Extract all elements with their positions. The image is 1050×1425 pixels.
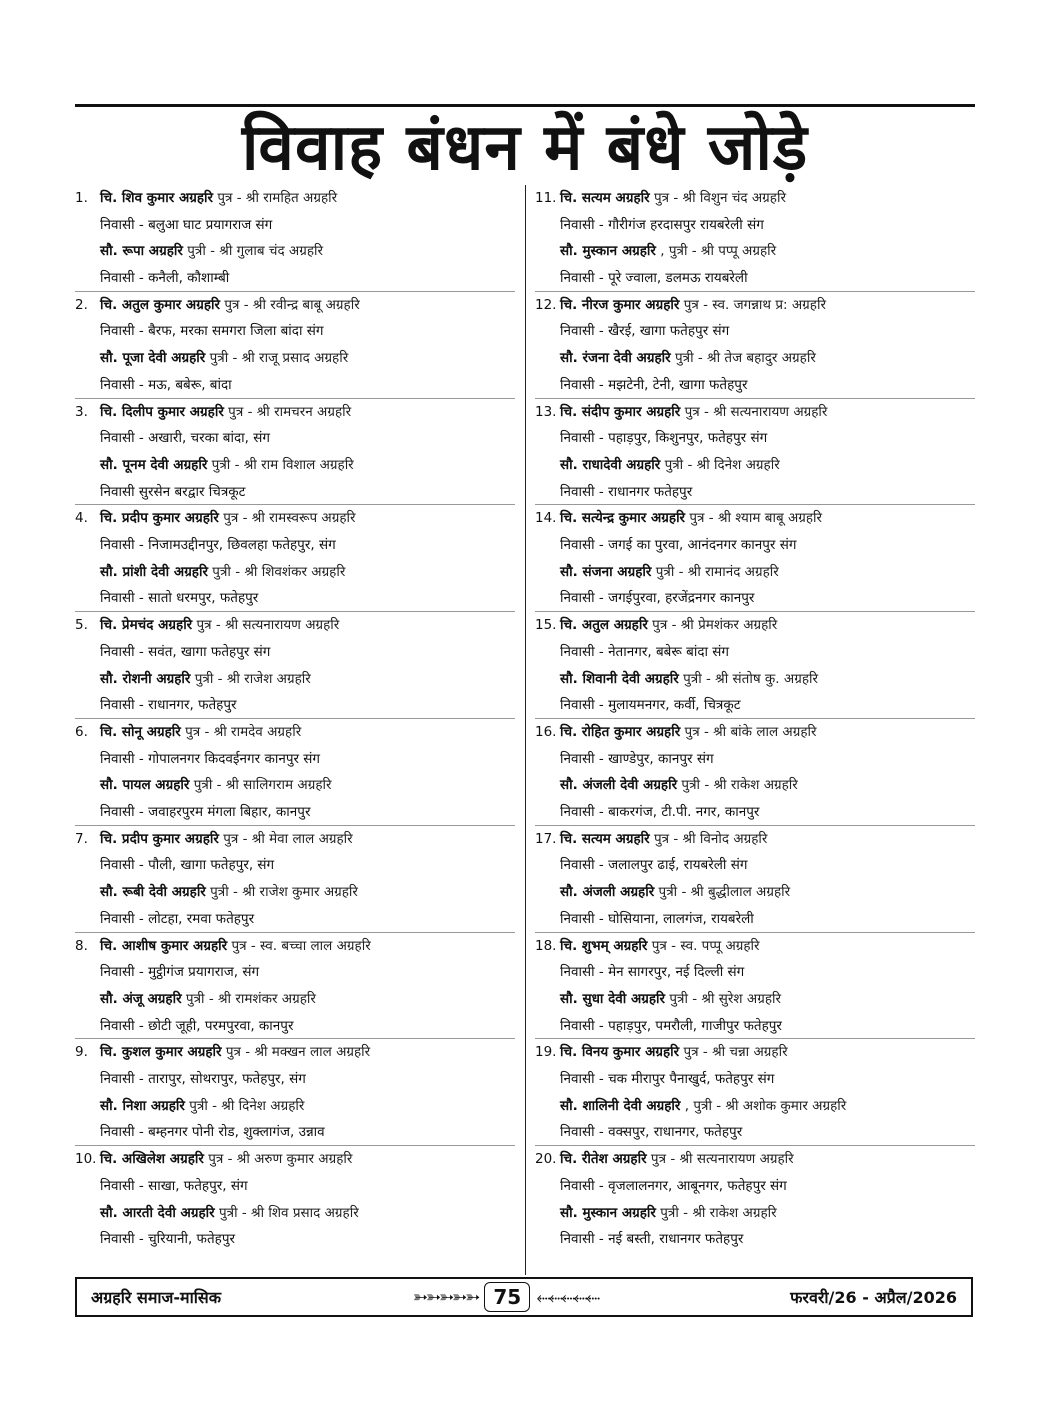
marriage-entry	[535, 612, 975, 719]
bride-line	[535, 666, 975, 693]
groom-line	[75, 612, 515, 639]
bride-parent: पुत्री - श्री दिनेश अग्रहरि	[664, 456, 780, 473]
marriage-entry	[75, 505, 515, 612]
bride-name: सौ. पूजा देवी अग्रहरि	[100, 350, 206, 367]
bride-line	[75, 772, 515, 799]
groom-line	[75, 292, 515, 319]
marriage-entry	[75, 292, 515, 399]
groom-name: चि. सत्यम अग्रहरि	[560, 190, 650, 206]
groom-parent: पुत्र - श्री रामस्वरूप अग्रहरि	[223, 510, 356, 527]
groom-residence: निवासी - तारापुर, सोथरापुर, फतेहपुर, संग	[100, 1071, 306, 1088]
groom-line	[75, 719, 515, 746]
groom-name: चि. प्रदीप कुमार अग्रहरि	[100, 830, 219, 847]
groom-name: चि. शिव कुमार अग्रहरि	[100, 190, 214, 206]
marriage-entry	[75, 719, 515, 826]
marriage-entry	[75, 185, 515, 292]
groom-name: चि. अतुल अग्रहरि	[560, 617, 648, 634]
bride-name: सौ. अंजली अग्रहरि	[560, 884, 655, 901]
groom-name: चि. प्रदीप कुमार अग्रहरि	[100, 510, 219, 527]
bride-residence: निवासी - जगईपुरवा, हरजेंद्रनगर कानपुर	[560, 590, 755, 607]
bride-name: सौ. मुस्कान अग्रहरि	[560, 1204, 656, 1221]
groom-parent: पुत्र - श्री विशुन चंद अग्रहरि	[653, 190, 786, 206]
bride-name: सौ. रंजना देवी अग्रहरि	[560, 350, 671, 367]
groom-name: चि. सत्यम अग्रहरि	[560, 830, 650, 847]
groom-residence: निवासी - बैरफ, मरका समगरा जिला बांदा संग	[100, 323, 324, 340]
bride-residence: निवासी - चुरियानी, फतेहपुर	[100, 1231, 236, 1248]
bride-residence: निवासी - जवाहरपुरम मंगला बिहार, कानपुर	[100, 804, 311, 821]
entry-number: 10.	[75, 1151, 97, 1168]
bride-residence: निवासी - वक्सपुर, राधानगर, फतेहपुर	[560, 1124, 743, 1141]
bride-name: सौ. प्रांशी देवी अग्रहरि	[100, 563, 208, 580]
groom-residence: निवासी - जगई का पुरवा, आनंदनगर कानपुर संग	[560, 537, 797, 554]
bride-line	[75, 559, 515, 586]
bride-parent: पुत्री - श्री बुद्धीलाल अग्रहरि	[658, 884, 791, 901]
entry-number: 19.	[535, 1044, 557, 1061]
bride-parent: पुत्री - श्री राजू प्रसाद अग्रहरि	[209, 350, 349, 367]
bride-line	[75, 666, 515, 693]
groom-line	[535, 505, 975, 532]
bride-residence: निवासी सुरसेन बरद्वार चित्रकूट	[100, 483, 246, 500]
marriage-entry	[75, 826, 515, 933]
bride-line	[75, 986, 515, 1013]
bride-residence: निवासी - पहाड़पुर, पमरौली, गाजीपुर फतेहपुर	[560, 1017, 782, 1034]
groom-residence: निवासी - गौरीगंज हरदासपुर रायबरेली संग	[560, 216, 764, 233]
marriage-entry	[535, 185, 975, 292]
bride-line	[75, 1200, 515, 1227]
marriage-entry	[535, 505, 975, 612]
groom-residence: निवासी - गोपालनगर किदवईनगर कानपुर संग	[100, 750, 321, 767]
marriage-entry	[75, 399, 515, 506]
entry-number: 6.	[75, 723, 88, 740]
bride-line	[535, 559, 975, 586]
groom-line	[535, 612, 975, 639]
marriage-entry	[75, 612, 515, 719]
bride-residence: निवासी - छोटी जूही, परमपुरवा, कानपुर	[100, 1017, 294, 1034]
entry-number: 2.	[75, 296, 88, 313]
entry-number: 3.	[75, 403, 88, 420]
bride-parent: पुत्री - श्री राजेश कुमार अग्रहरि	[210, 884, 358, 901]
bride-parent: पुत्री - श्री रामानंद अग्रहरि	[655, 563, 779, 580]
bride-line	[75, 1093, 515, 1120]
groom-line	[535, 826, 975, 853]
bride-residence: निवासी - मझटेनी, टेनी, खागा फतेहपुर	[560, 376, 748, 393]
entry-number: 16.	[535, 723, 557, 740]
groom-parent: पुत्र - श्री सत्यनारायण अग्रहरि	[650, 1151, 794, 1168]
groom-line	[75, 933, 515, 960]
groom-residence: निवासी - अखारी, चरका बांदा, संग	[100, 430, 270, 447]
bride-residence: निवासी - नई बस्ती, राधानगर फतेहपुर	[560, 1231, 744, 1248]
groom-line	[75, 1146, 515, 1173]
marriage-entry	[535, 826, 975, 933]
bride-parent: पुत्री - श्री सालिगराम अग्रहरि	[193, 777, 332, 794]
entry-number: 15.	[535, 617, 557, 634]
groom-parent: पुत्र - श्री बांके लाल अग्रहरि	[684, 723, 817, 740]
groom-residence: निवासी - खाण्डेपुर, कानपुर संग	[560, 750, 714, 767]
groom-name: चि. प्रेमचंद अग्रहरि	[100, 617, 193, 634]
groom-residence: निवासी - मुट्ठीगंज प्रयागराज, संग	[100, 964, 260, 981]
bride-name: सौ. अंजू अग्रहरि	[100, 990, 182, 1007]
bride-parent: पुत्री - श्री शिव प्रसाद अग्रहरि	[218, 1204, 359, 1221]
bride-residence: निवासी - कनैली, कौशाम्बी	[100, 270, 230, 287]
groom-line	[535, 719, 975, 746]
bride-line	[535, 986, 975, 1013]
groom-parent: पुत्र - श्री विनोद अग्रहरि	[653, 830, 768, 847]
bride-parent: पुत्री - श्री राकेश अग्रहरि	[681, 777, 798, 794]
magazine-name: अग्रहरि समाज-मासिक	[91, 1288, 222, 1307]
page-title: विवाह बंधन में बंधे जोड़े	[241, 111, 809, 185]
groom-residence: निवासी - चक मीरापुर पैनाखुर्द, फतेहपुर संग	[560, 1071, 775, 1088]
groom-name: चि. नीरज कुमार अग्रहरि	[560, 296, 680, 313]
bride-name: सौ. रूपा अग्रहरि	[100, 243, 183, 260]
bride-residence: निवासी - घोसियाना, लालगंज, रायबरेली	[560, 910, 754, 927]
groom-name: चि. संदीप कुमार अग्रहरि	[560, 403, 681, 420]
bride-line	[535, 345, 975, 372]
groom-line	[535, 292, 975, 319]
entry-number: 14.	[535, 510, 557, 527]
groom-name: चि. शुभम् अग्रहरि	[560, 937, 648, 954]
bride-name: सौ. रोशनी अग्रहरि	[100, 670, 191, 687]
bride-name: सौ. पायल अग्रहरि	[100, 777, 190, 794]
bride-line	[535, 1200, 975, 1227]
groom-parent: पुत्र - श्री रामदेव अग्रहरि	[185, 723, 302, 740]
groom-residence: निवासी - मेन सागरपुर, नई दिल्ली संग	[560, 964, 745, 981]
bride-name: सौ. पूनम देवी अग्रहरि	[100, 456, 208, 473]
groom-parent: पुत्र - श्री मेवा लाल अग्रहरि	[223, 830, 353, 847]
column-divider	[525, 185, 526, 1275]
bride-parent: , पुत्री - श्री पप्पू अग्रहरि	[660, 243, 777, 260]
groom-name: चि. कुशल कुमार अग्रहरि	[100, 1044, 222, 1061]
marriage-entry	[535, 399, 975, 506]
bride-residence: निवासी - बम्हनगर पोनी रोड, शुक्लागंज, उन्नाव	[100, 1124, 325, 1141]
bride-parent: पुत्री - श्री गुलाब चंद अग्रहरि	[187, 243, 324, 260]
bride-residence: निवासी - बाकरगंज, टी.पी. नगर, कानपुर	[560, 804, 760, 821]
groom-parent: पुत्र - श्री चन्ना अग्रहरि	[683, 1044, 788, 1061]
bride-parent: पुत्री - श्री दिनेश अग्रहरि	[189, 1097, 305, 1114]
top-rule	[75, 104, 975, 107]
groom-residence: निवासी - वृजलालनगर, आबूनगर, फतेहपुर संग	[560, 1177, 787, 1194]
bride-residence: निवासी - राधानगर, फतेहपुर	[100, 697, 237, 714]
groom-line	[75, 185, 515, 212]
groom-line	[75, 505, 515, 532]
bride-name: सौ. मुस्कान अग्रहरि	[560, 243, 656, 260]
groom-parent: पुत्र - स्व. जगन्नाथ प्र: अग्रहरि	[683, 296, 826, 313]
entry-number: 9.	[75, 1044, 88, 1061]
bride-line	[535, 879, 975, 906]
entry-number: 13.	[535, 403, 557, 420]
groom-parent: पुत्र - स्व. पप्पू अग्रहरि	[651, 937, 760, 954]
groom-residence: निवासी - जलालपुर ढाई, रायबरेली संग	[560, 857, 748, 874]
bride-name: सौ. आरती देवी अग्रहरि	[100, 1204, 215, 1221]
bride-name: सौ. रूबी देवी अग्रहरि	[100, 884, 206, 901]
groom-parent: पुत्र - श्री श्याम बाबू अग्रहरि	[689, 510, 823, 527]
groom-residence: निवासी - साखा, फतेहपुर, संग	[100, 1177, 248, 1194]
groom-name: चि. सोनू अग्रहरि	[100, 723, 181, 740]
groom-line	[535, 399, 975, 426]
groom-line	[535, 1039, 975, 1066]
groom-parent: पुत्र - श्री रामहित अग्रहरि	[217, 190, 338, 206]
entry-number: 7.	[75, 830, 88, 847]
entry-number: 17.	[535, 830, 557, 847]
marriage-entry	[535, 1146, 975, 1253]
groom-line	[535, 185, 975, 212]
bride-line	[535, 1093, 975, 1120]
bride-residence: निवासी - मऊ, बबेरू, बांदा	[100, 376, 232, 393]
entry-number: 8.	[75, 937, 88, 954]
bride-residence: निवासी - मुलायमनगर, कर्वी, चित्रकूट	[560, 697, 741, 714]
bride-name: सौ. शालिनी देवी अग्रहरि	[560, 1097, 681, 1114]
bride-name: सौ. अंजली देवी अग्रहरि	[560, 777, 678, 794]
bride-line	[75, 452, 515, 479]
marriage-entry	[535, 933, 975, 1040]
bride-name: सौ. सुधा देवी अग्रहरि	[560, 990, 666, 1007]
bride-parent: पुत्री - श्री रामशंकर अग्रहरि	[185, 990, 316, 1007]
bride-parent: पुत्री - श्री राकेश अग्रहरि	[660, 1204, 777, 1221]
entry-number: 20.	[535, 1151, 557, 1168]
groom-parent: पुत्र - श्री सत्यनारायण अग्रहरि	[196, 617, 340, 634]
vine-left-icon: ➳➳➳➳➳	[412, 1286, 479, 1308]
groom-residence: निवासी - सवंत, खागा फतेहपुर संग	[100, 643, 271, 660]
bride-residence: निवासी - लोटहा, रमवा फतेहपुर	[100, 910, 255, 927]
groom-parent: पुत्र - श्री रवीन्द्र बाबू अग्रहरि	[224, 296, 360, 313]
bride-name: सौ. निशा अग्रहरि	[100, 1097, 185, 1114]
groom-parent: पुत्र - श्री रामचरन अग्रहरि	[228, 403, 352, 420]
entry-number: 5.	[75, 617, 88, 634]
bride-parent: पुत्री - श्री राजेश अग्रहरि	[194, 670, 311, 687]
bride-parent: पुत्री - श्री सुरेश अग्रहरि	[669, 990, 782, 1007]
groom-parent: पुत्र - श्री सत्यनारायण अग्रहरि	[684, 403, 828, 420]
groom-line	[535, 933, 975, 960]
bride-parent: पुत्री - श्री राम विशाल अग्रहरि	[211, 456, 354, 473]
page-number: 75	[484, 1282, 530, 1312]
left-column	[75, 185, 515, 1253]
groom-residence: निवासी - निजामउद्दीनपुर, छिवलहा फतेहपुर, संग	[100, 537, 336, 554]
groom-name: चि. रोहित कुमार अग्रहरि	[560, 723, 681, 740]
groom-parent: पुत्र - स्व. बच्चा लाल अग्रहरि	[231, 937, 371, 954]
groom-line	[75, 826, 515, 853]
marriage-entry	[535, 1039, 975, 1146]
bride-residence: निवासी - पूरे ज्वाला, डलमऊ रायबरेली	[560, 270, 748, 287]
bride-name: सौ. संजना अग्रहरि	[560, 563, 652, 580]
entry-number: 18.	[535, 937, 557, 954]
marriage-entry	[75, 1146, 515, 1253]
groom-line	[75, 399, 515, 426]
groom-line	[535, 1146, 975, 1173]
groom-residence: निवासी - बलुआ घाट प्रयागराज संग	[100, 216, 273, 233]
groom-line	[75, 1039, 515, 1066]
bride-parent: पुत्री - श्री संतोष कु. अग्रहरि	[683, 670, 819, 687]
bride-line	[535, 238, 975, 265]
groom-residence: निवासी - पौली, खागा फतेहपुर, संग	[100, 857, 275, 874]
groom-parent: पुत्र - श्री प्रेमशंकर अग्रहरि	[652, 617, 778, 634]
bride-line	[535, 772, 975, 799]
groom-name: चि. विनय कुमार अग्रहरि	[560, 1044, 680, 1061]
entry-number: 11.	[535, 190, 557, 206]
groom-name: चि. दिलीप कुमार अग्रहरि	[100, 403, 224, 420]
footer-ornament	[413, 1282, 598, 1312]
marriage-entry	[75, 933, 515, 1040]
bride-residence: निवासी - सातो धरमपुर, फतेहपुर	[100, 590, 259, 607]
groom-name: चि. अतुल कुमार अग्रहरि	[100, 296, 221, 313]
entry-number: 12.	[535, 296, 557, 313]
bride-line	[75, 879, 515, 906]
groom-name: चि. अखिलेश अग्रहरि	[100, 1151, 204, 1168]
vine-right-icon: ⬸⬸⬸⬸⬸	[536, 1286, 599, 1308]
bride-name: सौ. राधादेवी अग्रहरि	[560, 456, 661, 473]
bride-parent: पुत्री - श्री शिवशंकर अग्रहरि	[212, 563, 346, 580]
page-footer	[75, 1277, 973, 1317]
groom-parent: पुत्र - श्री मक्खन लाल अग्रहरि	[225, 1044, 371, 1061]
groom-name: चि. सत्येन्द्र कुमार अग्रहरि	[560, 510, 686, 527]
entry-number: 1.	[75, 190, 88, 206]
bride-line	[75, 238, 515, 265]
groom-residence: निवासी - पहाड़पुर, किशुनपुर, फतेहपुर संग	[560, 430, 768, 447]
groom-name: चि. आशीष कुमार अग्रहरि	[100, 937, 228, 954]
marriage-entry	[75, 1039, 515, 1146]
entry-number: 4.	[75, 510, 88, 527]
marriage-entry	[535, 292, 975, 399]
bride-residence: निवासी - राधानगर फतेहपुर	[560, 483, 693, 500]
bride-name: सौ. शिवानी देवी अग्रहरि	[560, 670, 679, 687]
marriage-entry	[535, 719, 975, 826]
right-column	[535, 185, 975, 1253]
bride-line	[75, 345, 515, 372]
groom-parent: पुत्र - श्री अरुण कुमार अग्रहरि	[208, 1151, 353, 1168]
bride-line	[535, 452, 975, 479]
groom-residence: निवासी - नेतानगर, बबेरू बांदा संग	[560, 643, 730, 660]
groom-residence: निवासी - खैरई, खागा फतेहपुर संग	[560, 323, 730, 340]
groom-name: चि. रीतेश अग्रहरि	[560, 1151, 647, 1168]
bride-parent: पुत्री - श्री तेज बहादुर अग्रहरि	[674, 350, 816, 367]
bride-parent: , पुत्री - श्री अशोक कुमार अग्रहरि	[684, 1097, 847, 1114]
issue-date: फरवरी/26 - अप्रैल/2026	[790, 1288, 957, 1307]
